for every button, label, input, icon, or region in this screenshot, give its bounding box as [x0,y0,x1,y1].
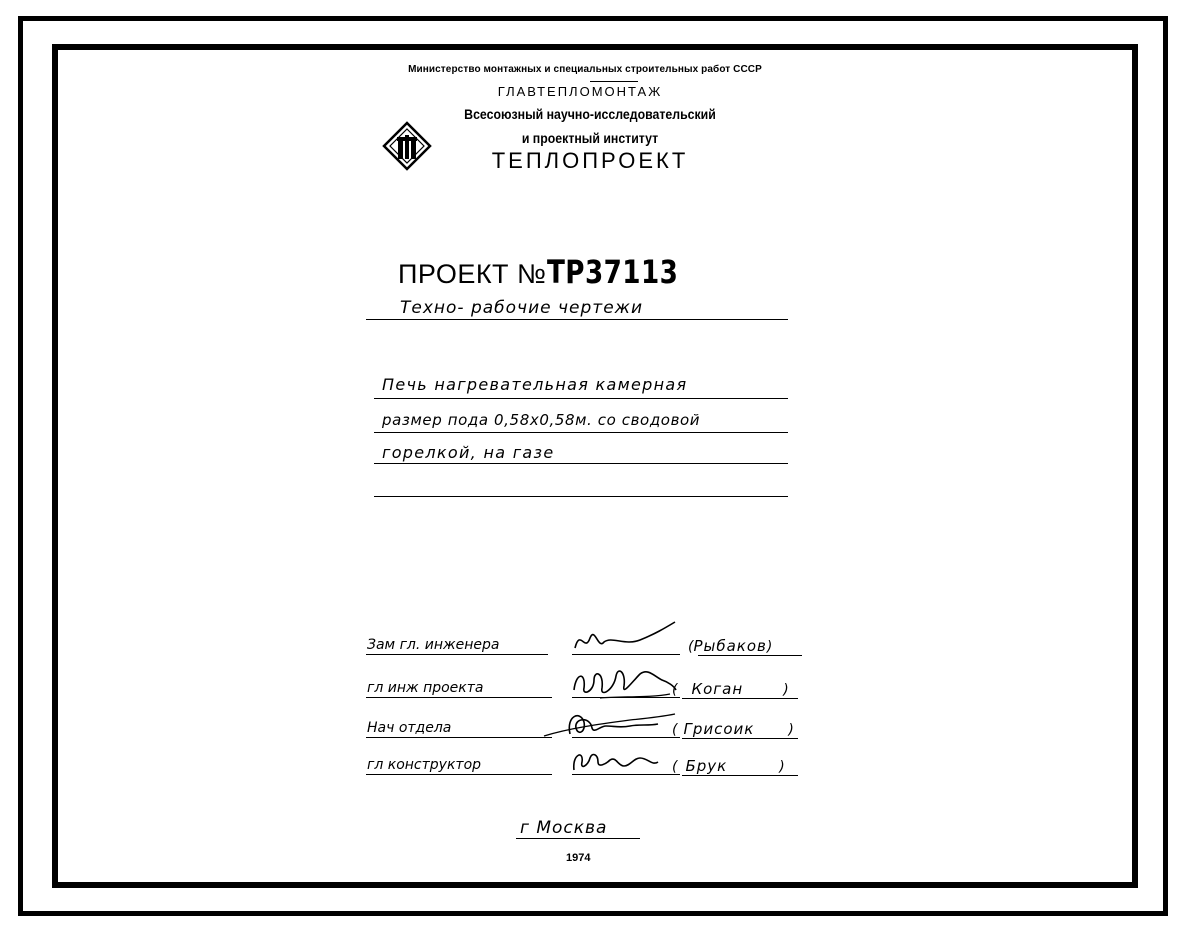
glavk-overline [590,81,638,82]
city-underline [516,838,640,839]
year: 1974 [566,852,591,864]
institute-name: ТЕПЛОПРОЕКТ [491,148,689,173]
signature-name-4: Брук [685,757,728,775]
description-line-1: Печь нагревательная камерная [382,375,688,394]
signature-name-block-2: ( Коган ) [672,680,789,698]
description-line-2: размер пода 0,58х0,58м. со сводовой [382,411,701,429]
signature-role-underline-4 [366,774,552,775]
signature-role-underline-3 [366,737,552,738]
project-subtitle: Техно- рабочие чертежи [400,298,644,318]
city: г Москва [520,818,608,838]
signature-line-1 [572,654,680,655]
description-underline-3 [374,463,788,464]
signature-name-1: Рыбаков [693,637,767,655]
project-title [398,253,707,291]
signature-line-3 [572,737,680,738]
signature-role-underline-1 [366,654,548,655]
signature-name-underline-4 [682,775,798,776]
signature-role-3: Нач отдела [367,720,452,736]
project-number: ТР37113 [546,253,678,291]
teploproekt-logo-icon [382,121,432,171]
signature-role-1: Зам гл. инженера [367,637,500,653]
signature-name-3: Грисоик [683,720,755,738]
signature-line-2 [572,697,680,698]
handwritten-signature-1 [570,618,680,658]
signature-name-underline-3 [682,738,798,739]
glavk-name: ГЛАВТЕПЛОМОНТАЖ [497,84,663,99]
signature-name-block-3: ( Грисоик ) [672,720,794,738]
project-label: ПРОЕКТ № [398,259,547,289]
signature-role-2: гл инж проекта [367,680,484,696]
institute-line-1: Всесоюзный научно-исследовательский [464,106,716,122]
signature-name-2: Коган [691,680,744,698]
signature-role-4: гл конструктор [367,757,482,773]
description-underline-2 [374,432,788,433]
description-underline-1 [374,398,788,399]
signature-name-underline-2 [682,698,798,699]
signature-name-underline-1 [698,655,802,656]
signature-name-block-1: (Рыбаков) [688,637,773,655]
ministry-name: Министерство монтажных и специальных строительных работ СССР [408,64,762,75]
signature-role-underline-2 [366,697,552,698]
institute-line-2: и проектный институт [521,130,659,146]
handwritten-signature-4 [568,744,668,778]
signature-line-4 [572,774,680,775]
signature-name-block-4: ( Брук ) [672,757,785,775]
subtitle-underline [366,319,788,320]
description-line-3: горелкой, на газе [382,443,555,462]
description-underline-4 [374,496,788,497]
